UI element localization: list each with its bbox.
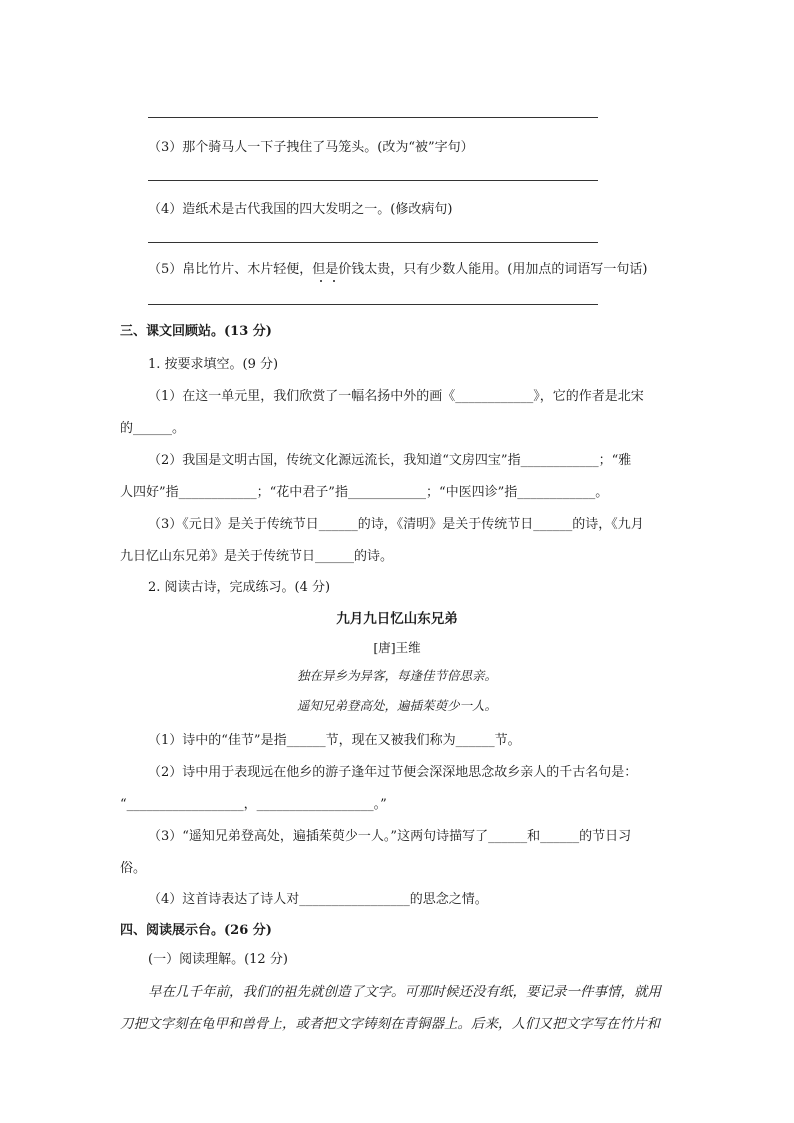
q1-p3-line1: （3）《元日》是关于传统节日______的诗，《清明》是关于传统节日______的诗，《九月	[148, 517, 644, 532]
section-4-sub1: (一）阅读理解。(12 分)	[148, 952, 288, 967]
emphasis-dot	[320, 280, 322, 282]
poem-title: 九月九日忆山东兄弟	[336, 611, 458, 627]
q2-s1: （1）诗中的“佳节”是指______节，现在又被我们称为______节。	[148, 733, 521, 748]
answer-line[interactable]	[148, 180, 598, 181]
q1-p1-line2: 的______。	[120, 421, 186, 436]
q2-s3-line1: （3）“遥知兄弟登高处，遍插茱萸少一人。”这两句诗描写了______和______的节日习	[148, 829, 632, 844]
poem-line-2: 遥知兄弟登高处，遍插茱萸少一人。	[296, 698, 497, 713]
q1-p1-line1: （1）在这一单元里，我们欣赏了一幅名扬中外的画《____________》，它的作者是北宋	[148, 389, 644, 404]
answer-line[interactable]	[148, 117, 598, 118]
q2-s3-line2: 俗。	[120, 861, 147, 876]
rewrite-q5: （5）帛比竹片、木片轻便，但是价钱太贵，只有少数人能用。(用加点的词语写一句话)	[148, 262, 648, 277]
rewrite-q4: （4）造纸术是古代我国的四大发明之一。(修改病句)	[148, 202, 453, 217]
answer-line[interactable]	[148, 304, 598, 305]
rewrite-q3: （3）那个骑马人一下子拽住了马笼头。(改为“被”字句）	[148, 140, 474, 155]
q2-s2-line2: “__________________，__________________。”	[120, 797, 387, 812]
q1-p3-line2: 九日忆山东兄弟》是关于传统节日______的诗。	[120, 549, 394, 564]
q1-p2-line2: 人四好”指____________；“花中君子”指____________；“中医四诊”指____________。	[120, 485, 609, 500]
answer-line[interactable]	[148, 242, 598, 243]
reading-para-line2: 刀把文字刻在龟甲和兽骨上，或者把文字铸刻在青铜器上。后来，人们又把文字写在竹片和	[120, 1016, 660, 1032]
poem-line-1: 独在异乡为异客，每逢佳节倍思亲。	[296, 668, 497, 683]
q1-title: 1. 按要求填空。(9 分)	[148, 357, 279, 372]
section-3-heading: 三、课文回顾站。(13 分)	[120, 324, 272, 339]
reading-para-line1: 早在几千年前，我们的祖先就创造了文字。可那时候还没有纸，要记录一件事情，就用	[148, 984, 661, 1000]
q1-p2-line1: （2）我国是文明古国，传统文化源远流长，我知道“文房四宝”指____________；“雅	[148, 453, 632, 468]
q2-title: 2. 阅读古诗，完成练习。(4 分)	[148, 580, 331, 595]
q2-s4: （4）这首诗表达了诗人对_________________的思念之情。	[148, 892, 488, 907]
emphasis-dot	[333, 280, 335, 282]
section-4-heading: 四、阅读展示台。(26 分)	[120, 923, 272, 938]
poem-author: [唐]王维	[373, 640, 421, 655]
q2-s2-line1: （2）诗中用于表现远在他乡的游子逢年过节便会深深地思念故乡亲人的千古名句是：	[148, 765, 638, 780]
